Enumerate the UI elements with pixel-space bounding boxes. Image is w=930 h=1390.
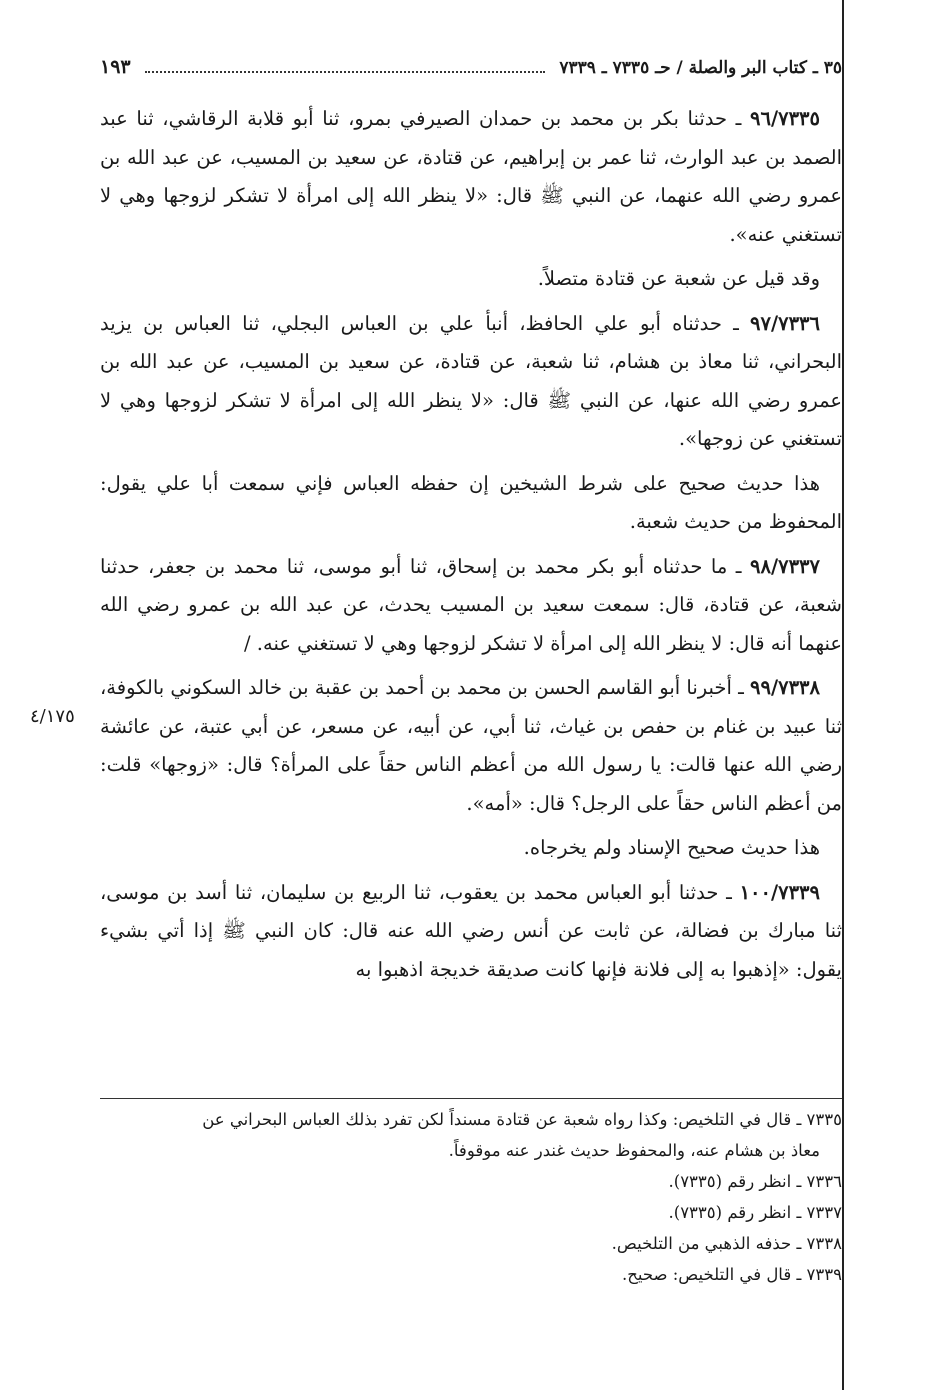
comment-text: هذا حديث صحيح الإسناد ولم يخرجاه. — [523, 836, 820, 859]
footnote-7339 — [100, 1259, 842, 1290]
footnote-text: ٧٣٣٦ ـ انظر رقم (٧٣٣٥). — [668, 1172, 842, 1191]
hadith-number: ١٠٠/٧٣٣٩ — [739, 880, 820, 904]
hadith-7337 — [100, 548, 842, 664]
footnote-divider — [100, 1098, 842, 1099]
page-body — [100, 56, 842, 995]
header-leader-dots — [145, 71, 546, 73]
hadith-number: ٩٦/٧٣٣٥ — [750, 107, 820, 130]
running-header — [100, 56, 842, 100]
hadith-7338 — [100, 669, 842, 823]
comment-paragraph — [100, 465, 842, 542]
margin-volume-page-ref: ٤/١٧٥ — [30, 706, 75, 727]
page-edge-rule — [842, 0, 844, 1390]
footnote-7336 — [100, 1166, 842, 1197]
hadith-text: ـ ما حدثناه أبو بكر محمد بن إسحاق، ثنا أبو موسى، ثنا محمد بن جعفر، حدثنا شعبة، عن قتادة، قال: سمعت سعيد بن المسيب يحدث، عن عبد الله بن عمرو رضي الله عنهما أنه قال: لا ينظر الله إلى امرأة لا تشكر لزوجها وهي لا تستغني عنه. / — [100, 554, 842, 655]
hadith-text: ـ حدثنا أبو العباس محمد بن يعقوب، ثنا الربيع بن سليمان، ثنا أسد بن موسى، ثنا مبارك بن فضالة، عن ثابت عن أنس رضي الله عنه قال: كان النبي ﷺ إذا أتي بشيء يقول: «إذهبوا به إلى فلانة فإنها كانت صديقة خديجة اذهبوا به — [100, 880, 842, 981]
footnote-text: ٧٣٣٥ ـ قال في التلخيص: وكذا رواه شعبة عن قتادة مسنداً لكن تفرد بذلك العباس البحراني عن — [202, 1110, 842, 1129]
footnote-continuation: معاذ بن هشام عنه، والمحفوظ حديث غندر عنه موقوفاً. — [448, 1141, 820, 1160]
footnote-7338 — [100, 1228, 842, 1259]
hadith-7336 — [100, 305, 842, 459]
footnote-7335 — [100, 1104, 842, 1166]
hadith-7339 — [100, 874, 842, 990]
comment-paragraph — [100, 829, 842, 868]
hadith-7335 — [100, 100, 842, 254]
footnotes — [100, 1104, 842, 1290]
hadith-number: ٩٨/٧٣٣٧ — [750, 554, 820, 578]
hadith-number: ٩٩/٧٣٣٨ — [750, 676, 820, 699]
hadith-text: ـ حدثنا بكر بن محمد بن حمدان الصيرفي بمرو، ثنا أبو قلابة الرقاشي، ثنا عبد الصمد بن عبد الوارث، ثنا عمر بن إبراهيم، عن قتادة، عن سعيد بن المسيب، عن عبد الله بن عمرو رضي الله عنهما، عن النبي ﷺ قال: «لا ينظر الله إلى امرأة لا تشكر لزوجها وهي لا تستغني عنه». — [100, 107, 842, 246]
hadith-text: ـ حدثناه أبو علي الحافظ، أنبأ علي بن العباس البجلي، ثنا العباس بن يزيد البحراني، ثنا معاذ بن هشام، ثنا شعبة، عن قتادة، عن سعيد بن المسيب، عن عبد الله بن عمرو رضي الله عنها، عن النبي ﷺ قال: «لا ينظر الله إلى امرأة لا تشكر لزوجها وهي لا تستغني عن زوجها». — [100, 311, 842, 450]
comment-text: وقد قيل عن شعبة عن قتادة متصلاً. — [537, 267, 820, 290]
hadith-text: ـ أخبرنا أبو القاسم الحسن بن محمد بن أحمد بن عقبة بن خالد السكوني بالكوفة، ثنا عبيد بن غنام بن حفص بن غياث، ثنا أبي، عن أبيه، عن مسعر، عن أبي عتبة، عن عائشة رضي الله عنها قالت: يا رسول الله من أعظم الناس حقاً على المرأة؟ قال: «زوجها» قلت: من أعظم الناس حقاً على الرجل؟ قال: «أمه». — [100, 676, 842, 815]
footnote-text: ٧٣٣٩ ـ قال في التلخيص: صحيح. — [621, 1265, 842, 1284]
hadith-number: ٩٧/٧٣٣٦ — [750, 311, 820, 335]
main-text — [100, 100, 842, 989]
running-title: ٣٥ ـ كتاب البر والصلة / حـ ٧٣٣٥ ـ ٧٣٣٩ — [559, 58, 842, 78]
footnote-7337 — [100, 1197, 842, 1228]
footnote-text: ٧٣٣٨ ـ حذفه الذهبي من التلخيص. — [611, 1234, 842, 1253]
footnote-text: ٧٣٣٧ ـ انظر رقم (٧٣٣٥). — [668, 1203, 842, 1222]
comment-text: هذا حديث صحيح على شرط الشيخين إن حفظه العباس فإني سمعت أبا علي يقول: المحفوظ من حديث شعبة. — [100, 471, 842, 533]
page-number: ١٩٣ — [100, 56, 131, 78]
comment-paragraph — [100, 260, 842, 299]
